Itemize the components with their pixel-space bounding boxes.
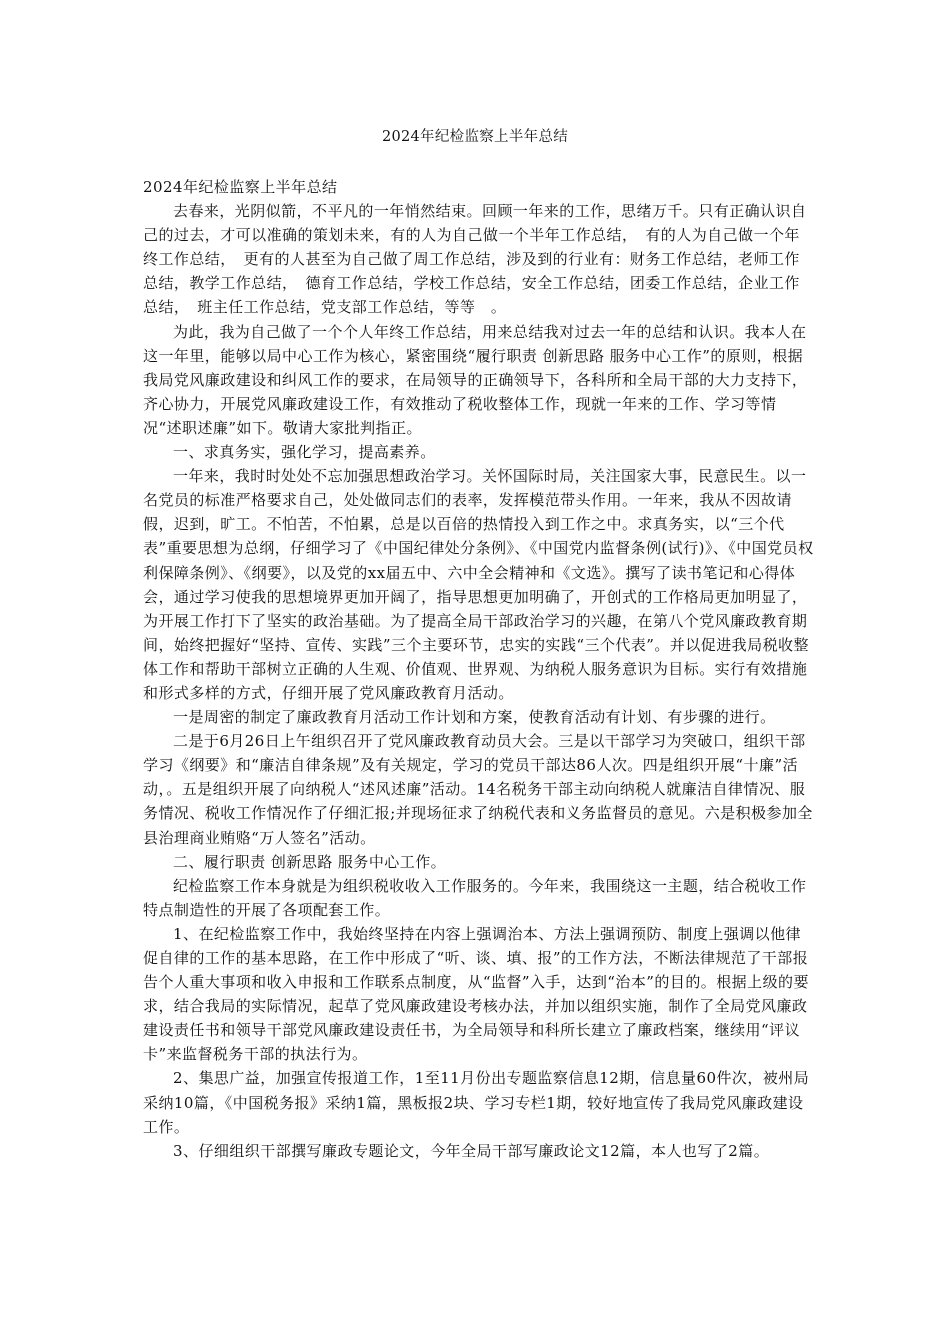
section-heading-1: 一、求真务实，强化学习，提高素养。 <box>173 443 436 462</box>
paragraph-summary: 为此，我为自己做了一个个人年终工作总结，用来总结我对过去一年的总结和认识。我本人在这一年里，能够以局中心工作为核心，紧密围绕“履行职责 创新思路 服务中心工作”的原则，根据我局党风廉政建设和纠风工作的要求，在局领导的正确领导下，各科所和全局干部的大力支持下，齐心协力，开展党风廉政建设工作，有效推动了税收整体工作，现就一年来的工作、学习等情况“述职述廉”如下。敬请大家批判指正。 <box>143 322 808 437</box>
section-heading-2: 二、履行职责 创新思路 服务中心工作。 <box>173 852 447 871</box>
paragraph-intro: 去春来，光阴似箭，不平凡的一年悄然结束。回顾一年来的工作，思绪万千。只有正确认识自己的过去，才可以准确的策划未来，有的人为自己做一个半年工作总结， 有的人为自己做一个年终工作总结， 更有的人甚至为自己做了周工作总结，涉及到的行业有：财务工作总结，老师工作总结，教学工作总结， 德育工作总结，学校工作总结，安全工作总结，团委工作总结，企业工作总结， 班主任工作总结，党支部工作总结，等等 。 <box>143 202 807 317</box>
paragraph-service: 纪检监察工作本身就是为组织税收收入工作服务的。今年来，我围绕这一主题，结合税收工作特点制造性的开展了各项配套工作。 <box>143 876 807 919</box>
list-item-3: 3、仔细组织干部撰写廉政专题论文，今年全局干部写廉政论文12篇，本人也写了2篇。 <box>173 1141 770 1160</box>
paragraph-study: 一年来，我时时处处不忘加强思想政治学习。关怀国际时局，关注国家大事，民意民生。以一名党员的标准严格要求自己，处处做同志们的表率，发挥模范带头作用。一年来，我从不因故请假，迟到，旷工。不怕苦，不怕累，总是以百倍的热情投入到工作之中。求真务实，以“三个代表”重要思想为总纲，仔细学习了《中国纪律处分条例》、《中国党内监督条例(试行)》、《中国党员权利保障条例》、《纲要》，以及党的xx届五中、六中全会精神和《文选》。撰写了读书笔记和心得体会，通过学习使我的思想境界更加开阔了，指导思想更加明确了，开创式的工作格局更加明显了，为开展工作打下了坚实的政治基础。为了提高全局干部政治学习的兴趣，在第八个党风廉政教育期间，始终把握好“坚持、宣传、实践”三个主要环节，忠实的实践“三个代表”。并以促进我局税收整体工作和帮助干部树立正确的人生观、价值观、世界观、为纳税人服务意识为目标。实行有效措施和形式多样的方式，仔细开展了党风廉政教育月活动。 <box>143 467 814 702</box>
list-item-1: 1、在纪检监察工作中，我始终坚持在内容上强调治本、方法上强调预防、制度上强调以他律促自律的工作的基本思路，在工作中形成了“听、谈、填、报”的工作方法，不断法律规范了干部报告个人重大事项和收入申报和工作联系点制度，从“监督”入手，达到“治本”的目的。根据上级的要求，结合我局的实际情况，起草了党风廉政建设考核办法，并加以组织实施，制作了全局党风廉政建设责任书和领导干部党风廉政建设责任书，为全局领导和科所长建立了廉政档案，继续用“评议卡”来监督税务干部的执法行为。 <box>143 924 809 1064</box>
paragraph-activities: 二是于6月26日上午组织召开了党风廉政教育动员大会。三是以干部学习为突破口，组织干部学习《纲要》和“廉洁自律条规”及有关规定，学习的党员干部达86人次。四是组织开展“十廉”活动，。五是组织开展了向纳税人“述风述廉”活动。14名税务干部主动向纳税人就廉洁自律情况、服务情况、税收工作情况作了仔细汇报;并现场征求了纳税代表和义务监督员的意见。六是积极参加全县治理商业贿赂“万人签名”活动。 <box>143 732 813 847</box>
document-body <box>143 175 815 1163</box>
document-title: 2024年纪检监察上半年总结 <box>381 129 569 145</box>
body-heading: 2024年纪检监察上半年总结 <box>143 178 338 196</box>
list-item-2: 2、集思广益，加强宣传报道工作，1至11月份出专题监察信息12期，信息量60件次，被州局采纳10篇，《中国税务报》采纳1篇，黑板报2块、学习专栏1期，较好地宣传了我局党风廉政建设工作。 <box>143 1069 810 1136</box>
paragraph-plan: 一是周密的制定了廉政教育月活动工作计划和方案，使教育活动有计划、有步骤的进行。 <box>173 708 776 727</box>
